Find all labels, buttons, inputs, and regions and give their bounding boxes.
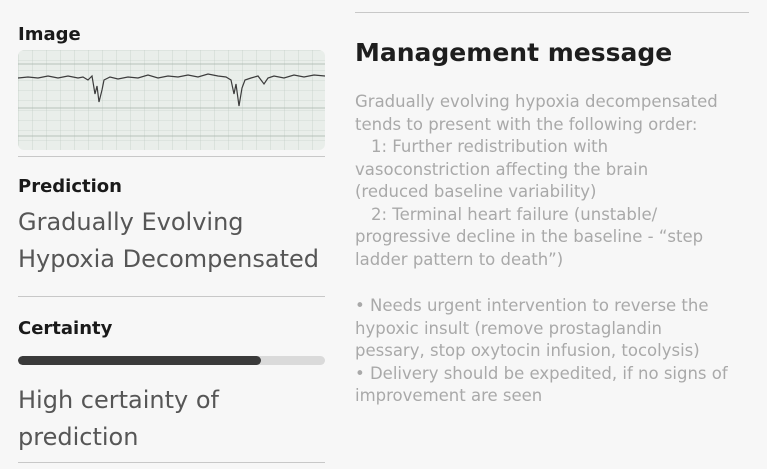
management-line: • Delivery should be expedited, if no signs of	[355, 363, 728, 383]
management-line: 2: Terminal heart failure (unstable/	[371, 204, 658, 224]
prediction-value-line: Gradually Evolving	[18, 208, 244, 236]
certainty-progress-bar	[18, 356, 325, 365]
management-line: pessary, stop oxytocin infusion, tocolysis)	[355, 341, 700, 360]
divider	[18, 462, 325, 463]
management-line: hypoxic insult (remove prostaglandin	[355, 318, 662, 338]
management-line: progressive decline in the baseline - “step	[355, 227, 704, 246]
certainty-progress-fill	[18, 356, 261, 365]
certainty-value	[18, 382, 338, 456]
spacer	[355, 271, 755, 295]
management-line: vasoconstriction affecting the brain	[355, 159, 649, 179]
ctg-trace-image	[18, 50, 325, 150]
image-section-label: Image	[18, 24, 81, 45]
management-line: Gradually evolving hypoxia decompensated	[355, 92, 718, 111]
divider	[18, 296, 325, 297]
divider	[18, 156, 325, 157]
prediction-value	[18, 204, 338, 278]
management-message-body	[355, 91, 755, 408]
management-line: (reduced baseline variability)	[355, 182, 597, 201]
prediction-section-label: Prediction	[18, 176, 122, 197]
management-line: tends to present with the following order:	[355, 114, 698, 134]
prediction-value-line: Hypoxia Decompensated	[18, 245, 319, 273]
certainty-section-label: Certainty	[18, 318, 113, 339]
divider	[355, 12, 749, 13]
ctg-trace-graphic	[18, 50, 325, 150]
management-line: 1: Further redistribution with	[371, 137, 609, 156]
certainty-value-line: prediction	[18, 423, 139, 451]
management-line: • Needs urgent intervention to reverse the	[355, 296, 709, 315]
management-line: improvement are seen	[355, 386, 543, 405]
certainty-value-line: High certainty of	[18, 386, 219, 414]
management-title: Management message	[355, 38, 673, 67]
management-line: ladder pattern to death”)	[355, 249, 564, 269]
